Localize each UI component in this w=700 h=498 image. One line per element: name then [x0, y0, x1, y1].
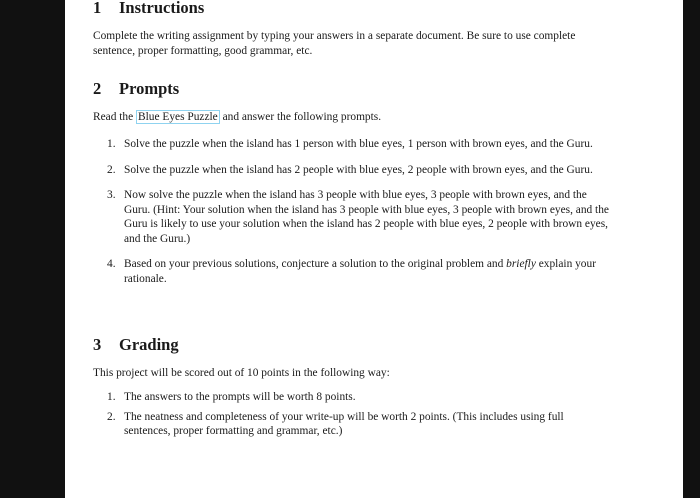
list-item-text: The neatness and completeness of your write-up will be worth 2 points. (This includes using full sentences, proper formatting and grammar, etc.) — [124, 410, 564, 437]
list-item — [93, 390, 613, 405]
list-item — [93, 137, 613, 152]
list-item — [93, 188, 613, 246]
list-item-text: Solve the puzzle when the island has 1 person with blue eyes, 1 person with brown eyes, and the Guru. — [124, 138, 593, 150]
list-item — [93, 257, 613, 286]
section-title: Instructions — [119, 0, 205, 17]
list-item-text: explain your rationale. — [124, 258, 596, 285]
list-item-text: Based on your previous solutions, conjecture a solution to the original problem and — [124, 258, 507, 270]
list-marker: 1. — [107, 391, 116, 403]
blue-eyes-puzzle-link[interactable]: Blue Eyes Puzzle — [138, 111, 218, 123]
list-item — [93, 410, 613, 439]
list-marker: 4. — [107, 258, 116, 270]
list-marker: 2. — [107, 163, 116, 176]
list-item — [93, 163, 613, 178]
grading-list — [93, 390, 613, 439]
list-item-text: The answers to the prompts will be worth 8 points. — [124, 391, 356, 403]
section-number: 2 — [93, 79, 102, 98]
list-marker: 1. — [107, 138, 116, 150]
section-number: 1 — [93, 0, 102, 17]
grading-paragraph: This project will be scored out of 10 points in the following way: — [93, 367, 390, 379]
section-title: Prompts — [119, 79, 180, 98]
intro-text-before: Read the — [93, 111, 137, 123]
list-marker: 3. — [107, 189, 116, 201]
prompts-list — [93, 137, 613, 297]
instructions-paragraph: Complete the writing assignment by typing your answers in a separate document. Be sure to use complete sentence, proper formatting, good grammar, etc. — [93, 30, 576, 57]
section-heading-prompts — [93, 79, 179, 99]
list-marker: 2. — [107, 410, 116, 423]
section-heading-grading — [93, 335, 179, 355]
section-title: Grading — [119, 335, 179, 354]
list-item-text: Now solve the puzzle when the island has 3 people with blue eyes, 3 people with brown eyes, and the Guru. (Hint: Your solution when the island has 3 people with blue eyes, 3 people with brown eyes, and the Guru is likely to use your solution when the island has 2 people with blue eyes, 2 people with brown eyes, and the Guru.) — [124, 189, 609, 245]
section-heading-instructions — [93, 0, 204, 18]
prompts-intro — [93, 110, 381, 125]
document-page — [65, 0, 683, 498]
intro-text-after: and answer the following prompts. — [219, 111, 382, 123]
list-item-text: Solve the puzzle when the island has 2 people with blue eyes, 2 people with brown eyes, and the Guru. — [124, 163, 593, 176]
section-number: 3 — [93, 335, 102, 354]
emphasis-text: briefly — [506, 258, 536, 270]
